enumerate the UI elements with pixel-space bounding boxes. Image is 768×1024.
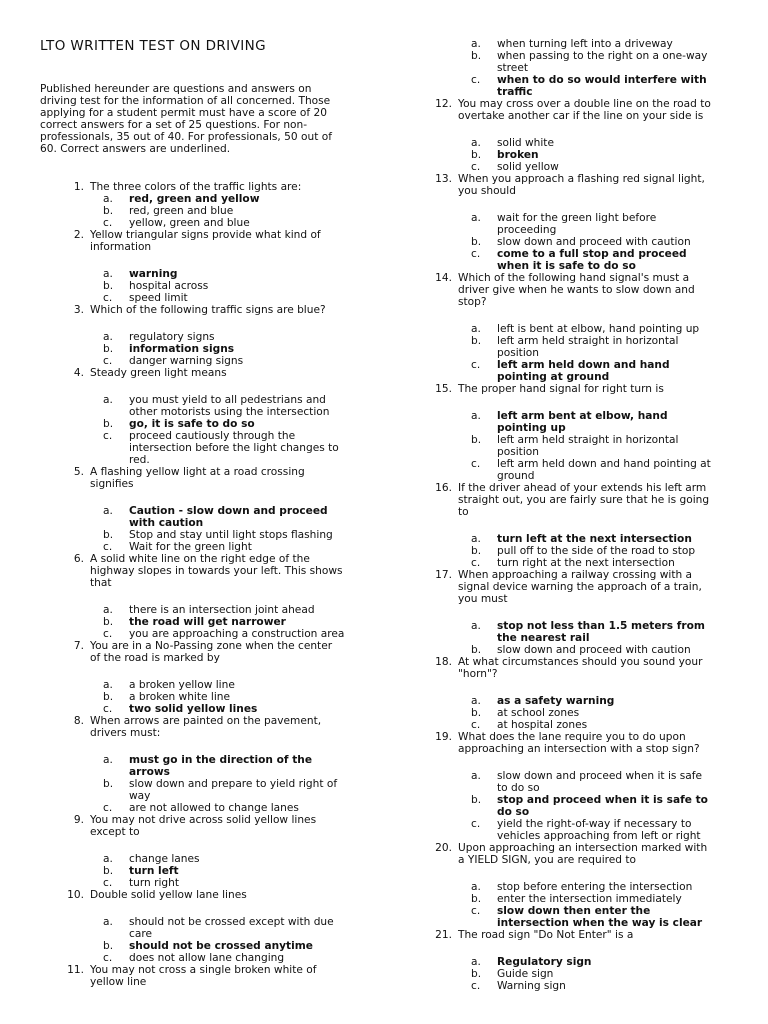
question-item [60, 640, 360, 715]
option-text: slow down and prepare to yield right of way [129, 778, 338, 802]
answer-option [471, 644, 728, 656]
option-letter: c. [471, 74, 481, 86]
answer-option [471, 980, 728, 992]
option-letter: b. [471, 707, 482, 719]
option-letter: b. [471, 149, 482, 161]
question-number: 16. [435, 482, 452, 494]
question-text: You may cross over a double line on the road to overtake another car if the line on your side is [458, 98, 711, 122]
question-item [60, 229, 360, 304]
question-stem [60, 964, 360, 988]
question-number: 9. [73, 814, 84, 826]
option-text: yield the right-of-way if necessary to vehicles approaching from left or right [497, 818, 701, 842]
answer-option [103, 430, 360, 466]
right-column [428, 38, 728, 992]
correct-answer-option [103, 865, 360, 877]
answer-option [103, 952, 360, 964]
option-text: speed limit [129, 292, 188, 304]
answer-option [471, 968, 728, 980]
question-stem [60, 640, 360, 664]
answer-option [471, 212, 728, 236]
answer-option [471, 818, 728, 842]
option-letter: b. [103, 205, 114, 217]
option-text: does not allow lane changing [129, 952, 285, 964]
answer-option [471, 50, 728, 74]
option-text: left is bent at elbow, hand pointing up [497, 323, 700, 335]
option-letter: a. [103, 679, 113, 691]
option-text: Guide sign [497, 968, 554, 980]
correct-answer-option [471, 248, 728, 272]
answer-options [103, 679, 360, 715]
correct-answer-option [471, 905, 728, 929]
option-letter: a. [471, 323, 481, 335]
correct-answer-option [103, 616, 360, 628]
answer-option [471, 236, 728, 248]
option-letter: c. [471, 719, 481, 731]
question-number: 20. [435, 842, 452, 854]
question-text: Which of the following hand signal's must a driver give when he wants to slow down and stop? [458, 272, 695, 308]
option-text: slow down and proceed when it is safe to do so [497, 770, 703, 794]
option-text: red, green and blue [129, 205, 234, 217]
option-text: when passing to the right on a one-way street [497, 50, 708, 74]
question-number: 11. [67, 964, 84, 976]
option-text: you must yield to all pedestrians and other motorists using the intersection [129, 394, 330, 418]
answer-option [103, 292, 360, 304]
option-text: yellow, green and blue [129, 217, 250, 229]
question-number: 4. [73, 367, 84, 379]
option-text: wait for the green light before proceeding [497, 212, 657, 236]
question-stem [60, 466, 360, 490]
option-letter: b. [103, 865, 114, 877]
answer-option [103, 628, 360, 640]
option-text: left arm held down and hand pointing at ground [497, 458, 711, 482]
question-number: 13. [435, 173, 452, 185]
option-letter: a. [103, 505, 113, 517]
option-text: broken [497, 149, 539, 161]
option-text: information signs [129, 343, 235, 355]
option-text: stop not less than 1.5 meters from the nearest rail [497, 620, 705, 644]
question-stem [428, 482, 728, 518]
page-title: LTO WRITTEN TEST ON DRIVING [40, 38, 266, 54]
option-text: Regulatory sign [497, 956, 592, 968]
question-stem [428, 569, 728, 605]
answer-option [471, 38, 728, 50]
answer-options [471, 620, 728, 656]
correct-answer-option [103, 703, 360, 715]
option-text: turn right at the next intersection [497, 557, 675, 569]
question-number: 1. [73, 181, 84, 193]
option-text: solid yellow [497, 161, 559, 173]
answer-option [471, 557, 728, 569]
option-letter: b. [103, 529, 114, 541]
answer-option [471, 770, 728, 794]
correct-answer-option [103, 193, 360, 205]
option-text: hospital across [129, 280, 209, 292]
question-number: 8. [73, 715, 84, 727]
option-letter: a. [471, 956, 481, 968]
option-text: slow down then enter the intersection when the way is clear [497, 905, 703, 929]
option-letter: a. [103, 394, 113, 406]
option-letter: a. [471, 38, 481, 50]
answer-options [103, 193, 360, 229]
answer-option [103, 778, 360, 802]
option-letter: c. [471, 161, 481, 173]
option-letter: c. [103, 628, 113, 640]
question-number: 10. [67, 889, 84, 901]
correct-answer-option [471, 695, 728, 707]
option-text: stop before entering the intersection [497, 881, 693, 893]
answer-option [103, 205, 360, 217]
question-number: 3. [73, 304, 84, 316]
option-letter: c. [471, 557, 481, 569]
answer-option [471, 323, 728, 335]
correct-answer-option [103, 940, 360, 952]
question-item [60, 553, 360, 640]
option-letter: b. [471, 236, 482, 248]
question-item [60, 889, 360, 964]
option-letter: b. [471, 794, 482, 806]
question-number: 6. [73, 553, 84, 565]
correct-answer-option [103, 343, 360, 355]
question-item [428, 272, 728, 383]
option-letter: a. [103, 916, 113, 928]
answer-options [471, 137, 728, 173]
answer-options [103, 394, 360, 466]
question-text: A solid white line on the right edge of the highway slopes in towards your left. This shows that [90, 553, 343, 589]
answer-options [103, 268, 360, 304]
option-text: turn left [129, 865, 179, 877]
question-number: 12. [435, 98, 452, 110]
option-text: Wait for the green light [129, 541, 252, 553]
question-number: 2. [73, 229, 84, 241]
question-number: 7. [73, 640, 84, 652]
answer-option [103, 541, 360, 553]
option-text: are not allowed to change lanes [129, 802, 299, 814]
correct-answer-option [471, 620, 728, 644]
answer-option [103, 877, 360, 889]
answer-options [103, 754, 360, 814]
option-letter: a. [103, 268, 113, 280]
option-text: two solid yellow lines [129, 703, 258, 715]
answer-options [471, 956, 728, 992]
answer-option [471, 893, 728, 905]
answer-option [103, 280, 360, 292]
question-item [428, 731, 728, 842]
option-letter: b. [103, 616, 114, 628]
option-letter: a. [471, 410, 481, 422]
option-text: there is an intersection joint ahead [129, 604, 315, 616]
answer-option [103, 691, 360, 703]
option-text: a broken yellow line [129, 679, 235, 691]
option-letter: c. [103, 952, 113, 964]
answer-option [471, 335, 728, 359]
answer-options [103, 505, 360, 553]
question-text: Double solid yellow lane lines [90, 889, 247, 901]
answer-option [103, 355, 360, 367]
option-letter: c. [103, 355, 113, 367]
question-stem [428, 173, 728, 197]
answer-options [103, 853, 360, 889]
question-number: 17. [435, 569, 452, 581]
question-item [428, 842, 728, 929]
option-text: you are approaching a construction area [129, 628, 345, 640]
answer-option [471, 434, 728, 458]
question-text: The three colors of the traffic lights are: [90, 181, 302, 193]
correct-answer-option [471, 410, 728, 434]
option-letter: b. [471, 434, 482, 446]
question-stem [60, 889, 360, 901]
answer-option [471, 545, 728, 557]
option-letter: b. [471, 545, 482, 557]
option-letter: b. [471, 644, 482, 656]
option-letter: b. [103, 940, 114, 952]
question-item [428, 929, 728, 992]
question-number: 15. [435, 383, 452, 395]
option-text: slow down and proceed with caution [497, 644, 691, 656]
option-text: should not be crossed anytime [129, 940, 313, 952]
correct-answer-option [471, 794, 728, 818]
answer-options [471, 695, 728, 731]
correct-answer-option [471, 956, 728, 968]
option-text: left arm held down and hand pointing at ground [497, 359, 670, 383]
question-stem [428, 731, 728, 755]
q11-options [471, 38, 728, 98]
question-text: At what circumstances should you sound your "horn"? [458, 656, 703, 680]
option-text: change lanes [129, 853, 200, 865]
option-text: slow down and proceed with caution [497, 236, 691, 248]
correct-answer-option [471, 74, 728, 98]
option-letter: c. [103, 541, 113, 553]
answer-option [471, 719, 728, 731]
answer-option [471, 137, 728, 149]
answer-option [103, 331, 360, 343]
answer-option [103, 217, 360, 229]
question-item [428, 173, 728, 272]
option-text: must go in the direction of the arrows [129, 754, 313, 778]
option-text: turn left at the next intersection [497, 533, 692, 545]
question-text: The proper hand signal for right turn is [458, 383, 664, 395]
answer-option [103, 604, 360, 616]
option-text: Stop and stay until light stops flashing [129, 529, 333, 541]
question-item [428, 569, 728, 656]
question-number: 21. [435, 929, 452, 941]
question-text: If the driver ahead of your extends his left arm straight out, you are fairly sure that he is going to [458, 482, 710, 518]
option-letter: c. [103, 802, 113, 814]
option-text: left arm bent at elbow, hand pointing up [497, 410, 668, 434]
option-letter: b. [471, 893, 482, 905]
option-text: pull off to the side of the road to stop [497, 545, 696, 557]
question-stem [428, 929, 728, 941]
answer-options [471, 881, 728, 929]
option-letter: b. [471, 50, 482, 62]
question-stem [60, 715, 360, 739]
correct-answer-option [471, 359, 728, 383]
question-item [60, 181, 360, 229]
question-text: A flashing yellow light at a road crossing signifies [90, 466, 305, 490]
answer-options [471, 323, 728, 383]
question-stem [428, 98, 728, 122]
answer-option [471, 881, 728, 893]
question-item [60, 715, 360, 814]
option-letter: b. [103, 778, 114, 790]
option-letter: a. [471, 212, 481, 224]
question-stem [60, 304, 360, 316]
option-letter: b. [471, 335, 482, 347]
answer-options [471, 212, 728, 272]
answer-option [471, 707, 728, 719]
question-text: When approaching a railway crossing with a signal device warning the approach of a train, you must [458, 569, 702, 605]
answer-options [103, 331, 360, 367]
option-letter: a. [471, 770, 481, 782]
question-item [60, 466, 360, 553]
option-text: left arm held straight in horizontal position [497, 335, 679, 359]
question-text: When you approach a flashing red signal light, you should [458, 173, 705, 197]
option-text: go, it is safe to do so [129, 418, 255, 430]
option-letter: b. [103, 691, 114, 703]
option-text: left arm held straight in horizontal position [497, 434, 679, 458]
option-letter: c. [103, 877, 113, 889]
question-text: The road sign "Do Not Enter" is a [458, 929, 634, 941]
question-text: When arrows are painted on the pavement, drivers must: [90, 715, 322, 739]
option-letter: c. [103, 217, 113, 229]
question-stem [428, 272, 728, 308]
question-item [428, 482, 728, 569]
question-stem [60, 814, 360, 838]
answer-option [471, 161, 728, 173]
option-letter: c. [471, 818, 481, 830]
option-letter: a. [103, 604, 113, 616]
option-letter: a. [471, 620, 481, 632]
option-text: at school zones [497, 707, 580, 719]
question-stem [428, 842, 728, 866]
answer-options [471, 410, 728, 482]
option-text: a broken white line [129, 691, 231, 703]
question-number: 18. [435, 656, 452, 668]
option-text: danger warning signs [129, 355, 244, 367]
question-stem [428, 383, 728, 395]
question-item [428, 98, 728, 173]
option-text: come to a full stop and proceed when it is safe to do so [497, 248, 687, 272]
option-letter: c. [103, 430, 113, 442]
option-text: warning [129, 268, 178, 280]
answer-option [103, 853, 360, 865]
option-letter: a. [471, 695, 481, 707]
option-text: when turning left into a driveway [497, 38, 673, 50]
question-item [428, 656, 728, 731]
option-text: turn right [129, 877, 180, 889]
option-letter: b. [103, 418, 114, 430]
answer-option [103, 916, 360, 940]
option-text: Warning sign [497, 980, 566, 992]
question-text: Which of the following traffic signs are blue? [90, 304, 326, 316]
option-text: proceed cautiously through the intersection before the light changes to red. [129, 430, 339, 466]
correct-answer-option [103, 505, 360, 529]
option-letter: c. [103, 292, 113, 304]
option-text: the road will get narrower [129, 616, 286, 628]
option-letter: a. [103, 853, 113, 865]
question-text: You may not cross a single broken white of yellow line [90, 964, 317, 988]
question-text: Upon approaching an intersection marked with a YIELD SIGN, you are required to [458, 842, 708, 866]
question-stem [60, 553, 360, 589]
question-number: 19. [435, 731, 452, 743]
correct-answer-option [471, 533, 728, 545]
answer-option [103, 679, 360, 691]
answer-options [103, 604, 360, 640]
question-item [60, 304, 360, 367]
intro-paragraph: Published hereunder are questions and answers on driving test for the information of all concerned. Those applying for a student permit must have a score of 20 correct answers for a set of 25 questions. For non- professionals, 35 out of 40. For professionals, 50 out of 60. Correct answers are underlined. [40, 83, 332, 155]
option-text: at hospital zones [497, 719, 588, 731]
question-number: 14. [435, 272, 452, 284]
option-text: when to do so would interfere with traffic [497, 74, 707, 98]
question-stem [60, 229, 360, 253]
answer-option [103, 529, 360, 541]
question-item [60, 814, 360, 889]
option-text: solid white [497, 137, 554, 149]
option-letter: b. [471, 968, 482, 980]
question-stem [428, 656, 728, 680]
option-letter: c. [471, 905, 481, 917]
option-text: Caution - slow down and proceed with caution [129, 505, 328, 529]
option-letter: a. [103, 331, 113, 343]
option-letter: c. [471, 980, 481, 992]
question-item [60, 964, 360, 988]
option-letter: c. [471, 359, 481, 371]
option-letter: a. [471, 137, 481, 149]
answer-options [471, 533, 728, 569]
question-text: You may not drive across solid yellow lines except to [90, 814, 317, 838]
question-stem [60, 181, 360, 193]
question-stem [60, 367, 360, 379]
question-text: Steady green light means [90, 367, 227, 379]
option-letter: c. [471, 458, 481, 470]
question-text: You are in a No-Passing zone when the center of the road is marked by [90, 640, 333, 664]
option-text: as a safety warning [497, 695, 615, 707]
answer-option [471, 458, 728, 482]
option-letter: a. [103, 193, 113, 205]
option-text: regulatory signs [129, 331, 215, 343]
question-text: Yellow triangular signs provide what kind of information [90, 229, 321, 253]
answer-option [103, 802, 360, 814]
question-item [60, 367, 360, 466]
answer-options [103, 916, 360, 964]
question-item [428, 383, 728, 482]
answer-option [103, 394, 360, 418]
left-column [60, 181, 360, 988]
option-letter: b. [103, 280, 114, 292]
question-text: What does the lane require you to do upon approaching an intersection with a stop sign? [458, 731, 700, 755]
question-number: 5. [73, 466, 84, 478]
option-text: red, green and yellow [129, 193, 260, 205]
option-letter: c. [103, 703, 113, 715]
answer-options [471, 770, 728, 842]
option-text: stop and proceed when it is safe to do so [497, 794, 708, 818]
option-letter: a. [471, 533, 481, 545]
option-text: should not be crossed except with due care [129, 916, 334, 940]
correct-answer-option [103, 418, 360, 430]
option-text: enter the intersection immediately [497, 893, 682, 905]
option-letter: a. [103, 754, 113, 766]
correct-answer-option [471, 149, 728, 161]
option-letter: c. [471, 248, 481, 260]
right-questions [428, 98, 728, 992]
correct-answer-option [103, 268, 360, 280]
correct-answer-option [103, 754, 360, 778]
option-letter: a. [471, 881, 481, 893]
option-letter: b. [103, 343, 114, 355]
